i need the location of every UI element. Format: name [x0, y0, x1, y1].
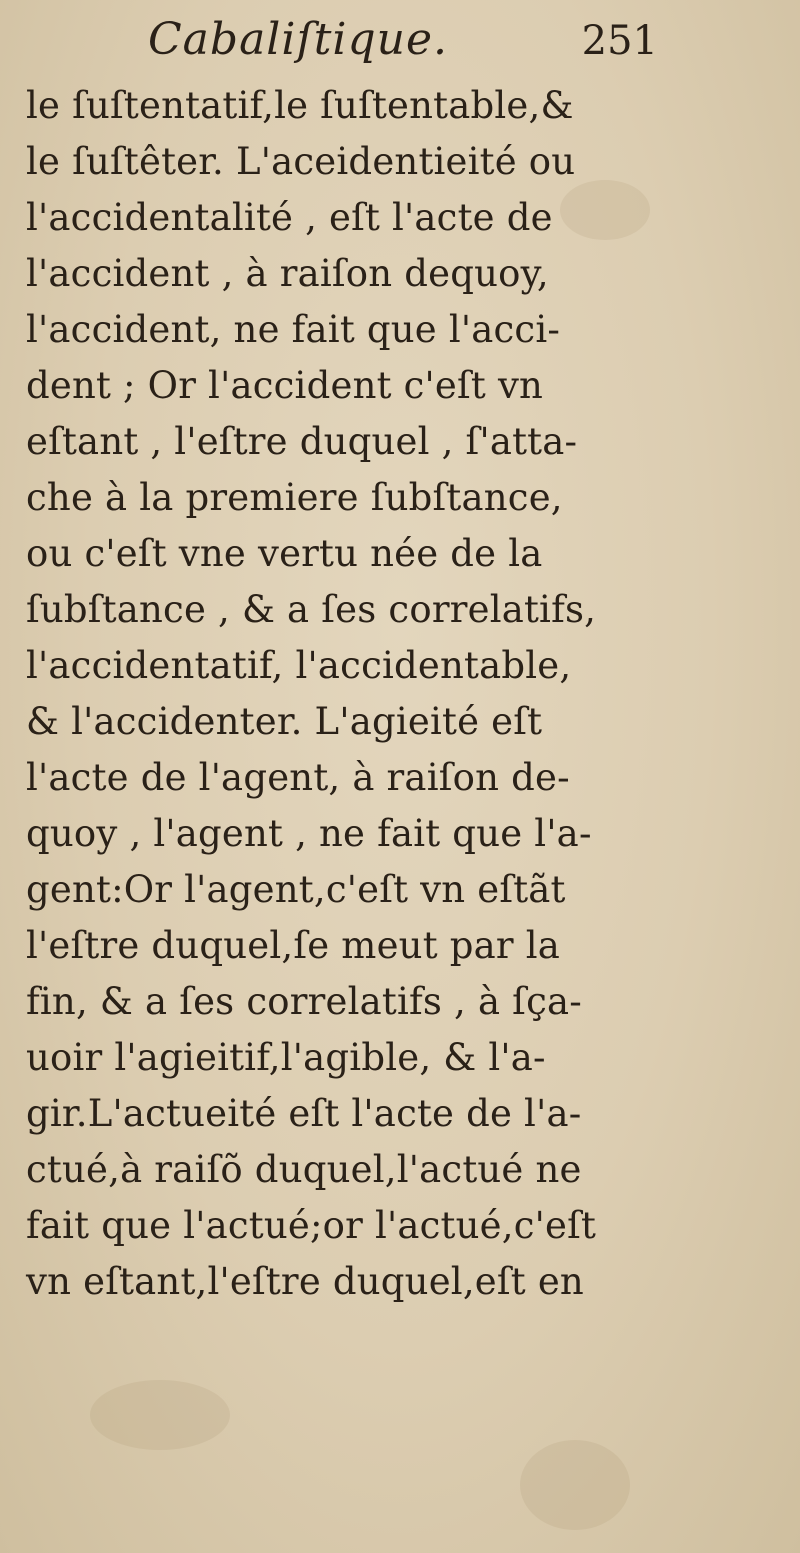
text-line: quoy , l'agent , ne fait que l'a-	[26, 812, 592, 855]
text-line: ou c'eſt vne vertu née de la	[26, 532, 543, 575]
text-line: che à la premiere ſubſtance,	[26, 476, 563, 519]
paper-stain	[520, 1440, 630, 1530]
page-number: 251	[581, 18, 658, 64]
text-line: le ſuſtentatif,le ſuſtentable,&	[26, 84, 574, 127]
text-line: uoir l'agieitif,l'agible, & l'a-	[26, 1036, 546, 1079]
text-line: l'accidentalité , eſt l'acte de	[26, 196, 553, 239]
text-line: l'eſtre duquel,ſe meut par la	[26, 924, 561, 967]
text-line: vn eſtant,l'eſtre duquel,eſt en	[26, 1260, 584, 1303]
running-title: Cabaliſtique.	[148, 14, 449, 65]
text-line: le ſuſtêter. L'aceidentieité ou	[26, 140, 576, 183]
text-line: ſubſtance , & a ſes correlatifs,	[26, 588, 597, 631]
text-line: gir.L'actueité eſt l'acte de l'a-	[26, 1092, 582, 1135]
text-line: l'accident , à raiſon dequoy,	[26, 252, 549, 295]
text-line: & l'accidenter. L'agieité eſt	[26, 700, 543, 743]
text-line: l'accidentatif, l'accidentable,	[26, 644, 572, 687]
text-line: eſtant , l'eſtre duquel , ſ'atta-	[26, 420, 578, 463]
text-line: l'accident, ne fait que l'acci-	[26, 308, 561, 351]
text-line: dent ; Or l'accident c'eſt vn	[26, 364, 544, 407]
text-line: fin, & a ſes correlatifs , à ſça-	[26, 980, 582, 1023]
text-line: ctué,à raiſõ duquel,l'actué ne	[26, 1148, 582, 1191]
paper-stain	[90, 1380, 230, 1450]
text-line: l'acte de l'agent, à raiſon de-	[26, 756, 570, 799]
text-line: fait que l'actué;or l'actué,c'eſt	[26, 1204, 597, 1247]
body-text	[26, 78, 656, 1310]
page-header	[148, 14, 658, 78]
text-line: gent:Or l'agent,c'eſt vn eſtãt	[26, 868, 566, 911]
